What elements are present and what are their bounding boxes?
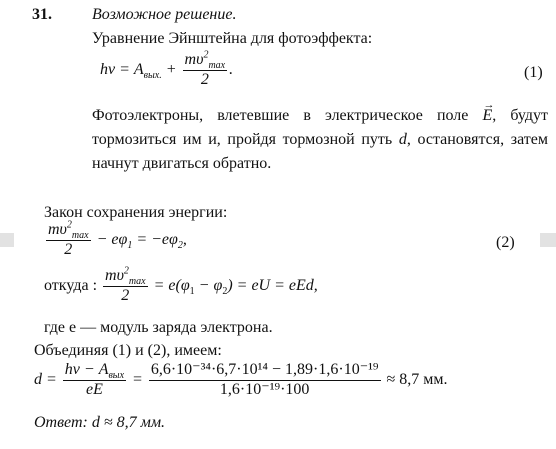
eq3-rest: = e(φ [149,276,190,294]
para1-part3: , остановятся, затем начнут двигаться обратно. [92,131,548,172]
eq1-num-sup: 2 [203,49,209,61]
intro-text: Уравнение Эйнштейна для фотоэффекта: [92,30,373,47]
answer-label: Ответ: [34,414,88,431]
eq4-fraction-2 [149,362,381,399]
eq3-fraction [103,265,148,305]
combining-text: Объединяя (1) и (2), имеем: [34,342,222,359]
eq1-lhs-sub: вых. [143,70,162,82]
eq3-num-sub: max [128,276,146,288]
scan-artifact-right [540,233,556,247]
equation-2 [44,219,187,259]
eq2-rest: − eφ [92,230,128,248]
eq2-sub1: 1 [127,240,133,252]
eq3-prefix: откуда : [44,276,102,294]
equation-4 [34,362,448,399]
field-vector-E: → E [482,104,492,128]
eq2-den: 2 [64,240,73,258]
solution-heading: Возможное решение. [92,6,237,23]
eq4-result: ≈ 8,7 мм. [382,370,448,388]
equation-2-tag: (2) [496,234,515,251]
scan-artifact-left [0,233,14,247]
eq4-num1: hν − A [64,361,109,378]
eq3-minus: − φ [194,276,223,294]
eq1-den: 2 [200,70,209,88]
eq2-num: mυ [48,221,67,238]
eq3-sub2: 2 [222,286,228,298]
eq2-num-sup: 2 [66,219,72,231]
equation-1-tag: (1) [524,64,543,81]
answer [34,414,165,432]
eq2-fraction [46,219,91,259]
eq4-num1-sub: вых [108,370,125,382]
paragraph-photoelectrons [92,104,548,176]
energy-law-text: Закон сохранения энергии: [44,204,228,221]
eq2-eq: = −eφ [132,230,178,248]
eq3-sub1: 1 [189,286,195,298]
eq2-end: , [182,230,187,248]
eq3-num-sup: 2 [123,265,129,277]
eq4-eq: = [128,370,147,388]
eq1-end: . [229,60,234,78]
eq4-lhs: d = [34,370,61,388]
eq1-lhs: hν = A [100,60,144,78]
eq1-num-sub: max [208,60,226,72]
para1-d: d [398,131,407,148]
eq1-num: mυ [184,51,204,68]
para1-part2: , будут тормозиться им и, пройдя тормозной путь [92,107,549,148]
para1-part1: Фотоэлектроны, влетевшие в электрическое поле [92,107,483,124]
eq3-den: 2 [121,286,130,304]
eq2-num-sub: max [71,230,89,242]
eq4-den1: eE [85,380,103,398]
equation-1 [100,49,234,89]
eq4-den2: 1,6·10⁻¹⁹·100 [219,380,310,398]
answer-value: d ≈ 8,7 мм. [87,414,166,431]
problem-number: 31. [32,6,52,23]
eq3-tail: ) = eU = eEd, [227,276,318,294]
eq4-fraction-1 [63,362,126,399]
eq2-sub2: 2 [177,240,183,252]
eq3-num: mυ [105,267,124,284]
eq1-plus: + [161,60,181,78]
eq1-fraction [183,49,228,89]
where-line: где e — модуль заряда электрона. [44,319,273,336]
equation-3 [44,265,318,305]
eq4-num2: 6,6·10⁻³⁴·6,7·10¹⁴ − 1,89·1,6·10⁻¹⁹ [149,362,381,381]
